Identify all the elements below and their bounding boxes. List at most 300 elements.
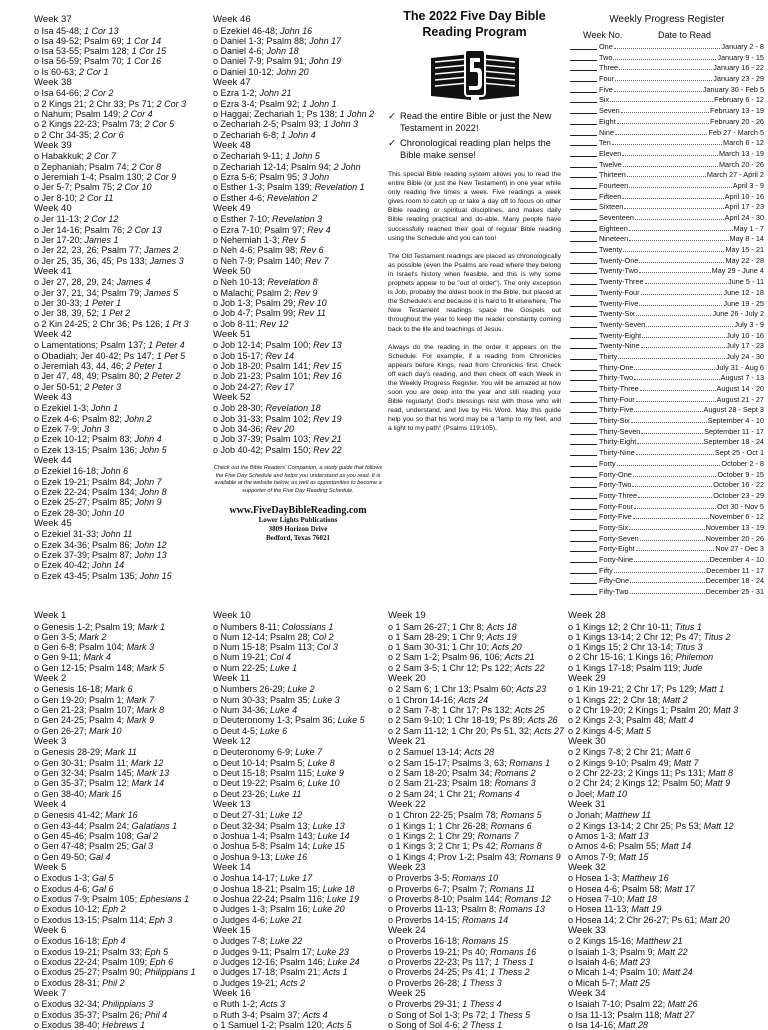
reading-checkbox-item[interactable]: o Numbers 26-29; Luke 2 <box>213 684 383 694</box>
reading-checkbox-item[interactable]: o Gen 32-34; Psalm 145; Mark 13 <box>34 768 212 778</box>
reading-checkbox-item[interactable]: o Gen 38-40; Mark 15 <box>34 789 212 799</box>
checkoff-line[interactable] <box>570 459 597 467</box>
checkoff-line[interactable] <box>570 437 597 445</box>
reading-checkbox-item[interactable]: o Gen 35-37; Psalm 12; Mark 14 <box>34 778 212 788</box>
reading-checkbox-item[interactable]: o Exodus 10-12; Eph 2 <box>34 904 212 914</box>
reading-checkbox-item[interactable]: o Ezek 43-45; Psalm 135; John 15 <box>34 571 212 581</box>
reading-checkbox-item[interactable]: o Hosea 1-3; Matthew 16 <box>568 873 764 883</box>
reading-checkbox-item[interactable]: o Proverbs 8-10; Psalm 144; Romans 12 <box>388 894 563 904</box>
checkoff-line[interactable] <box>570 85 597 93</box>
nt-reading: Mark 14 <box>131 778 165 789</box>
checkoff-line[interactable] <box>570 256 597 264</box>
reading-checkbox-item[interactable]: o Jer 14-16; Psalm 76; 2 Cor 13 <box>34 225 212 235</box>
reading-checkbox-item[interactable]: o Esther 1-3; Psalm 139; Revelation 1 <box>213 182 385 192</box>
nt-reading: 2 John <box>333 161 361 172</box>
reading-checkbox-item[interactable]: o Isaiah 4-6; Matt 23 <box>568 957 764 967</box>
reading-checkbox-item[interactable]: o 1 Samuel 1-2; Psalm 120; Acts 5 <box>213 1020 383 1030</box>
reading-checkbox-item[interactable]: o Gen 9-11; Mark 4 <box>34 652 212 662</box>
reading-checkbox-item[interactable]: o Ezekiel 46-48; John 16 <box>213 26 385 36</box>
reading-checkbox-item[interactable]: o Jer 8-10; 2 Cor 11 <box>34 193 212 203</box>
checkoff-line[interactable] <box>570 352 597 360</box>
reading-checkbox-item[interactable]: o 1 Kings 13-14; 2 Chr 12; Ps 47; Titus 2 <box>568 632 764 642</box>
reading-checkbox-item[interactable]: o Job 28-30; Revelation 18 <box>213 403 385 413</box>
nt-reading: 2 Peter 2 <box>144 371 181 382</box>
checkoff-line[interactable] <box>570 416 597 424</box>
checkoff-line[interactable] <box>570 149 597 157</box>
reading-checkbox-item[interactable]: o Jer 17-20; James 1 <box>34 235 212 245</box>
reading-checkbox-item[interactable]: o Judges 1-3; Psalm 16; Luke 20 <box>213 904 383 914</box>
reading-checkbox-item[interactable]: o Is 60-63; 2 Cor 1 <box>34 67 212 77</box>
reading-checkbox-item[interactable]: o 2 Kin 24-25; 2 Chr 36; Ps 126; 1 Pt 3 <box>34 319 212 329</box>
reading-checkbox-item[interactable]: o 2 Sam 21-23; Psalm 18; Romans 3 <box>388 778 563 788</box>
reading-checkbox-item[interactable]: o Esther 4-6; Revelation 2 <box>213 193 385 203</box>
reading-checkbox-item[interactable]: o Daniel 7-9; Psalm 91; John 19 <box>213 56 385 66</box>
reading-checkbox-item[interactable]: o Judges 12-16; Psalm 146; Luke 24 <box>213 957 383 967</box>
reading-checkbox-item[interactable]: o Gen 24-25; Psalm 4; Mark 9 <box>34 715 212 725</box>
reading-checkbox-item[interactable]: o Habakkuk; 2 Cor 7 <box>34 151 212 161</box>
reading-checkbox-item[interactable]: o Ezek 28-30; John 10 <box>34 508 212 518</box>
reading-checkbox-item[interactable]: o Num 15-18; Psalm 113; Col 3 <box>213 642 383 652</box>
reading-checkbox-item[interactable]: o Deut 23-26; Luke 11 <box>213 789 383 799</box>
reading-checkbox-item[interactable]: o Exodus 38-40; Hebrews 1 <box>34 1020 212 1030</box>
reading-checkbox-item[interactable]: o Num 30-33; Psalm 35; Luke 3 <box>213 695 383 705</box>
reading-checkbox-item[interactable]: o Ezek 25-27; Psalm 85; John 9 <box>34 497 212 507</box>
nt-reading: Acts 23 <box>516 684 547 695</box>
reading-checkbox-item[interactable]: o Job 34-36; Rev 20 <box>213 424 385 434</box>
reading-checkbox-item[interactable]: o Joshua 5-8; Psalm 14; Luke 15 <box>213 841 383 851</box>
register-row <box>570 576 764 587</box>
reading-checkbox-item[interactable]: o Ezekiel 16-18; John 6 <box>34 466 212 476</box>
checkoff-line[interactable] <box>570 427 597 435</box>
checkoff-line[interactable] <box>570 181 597 189</box>
reading-checkbox-item[interactable]: o Gen 19-20; Psalm 1; Mark 7 <box>34 695 212 705</box>
reading-checkbox-item[interactable]: o 2 Chr 22-23; 2 Kings 11; Ps 131; Matt 8 <box>568 768 764 778</box>
reading-checkbox-item[interactable]: o Micah 5-7; Matt 25 <box>568 978 764 988</box>
reading-checkbox-item[interactable]: o Deut 15-18; Psalm 115; Luke 9 <box>213 768 383 778</box>
reading-checkbox-item[interactable]: o Isaiah 7-10; Psalm 22; Matt 26 <box>568 999 764 1009</box>
nt-reading: 1 Thess 3 <box>462 977 502 988</box>
reading-checkbox-item[interactable]: o 2 Kings 21; 2 Chr 33; Ps 71; 2 Cor 3 <box>34 99 212 109</box>
nt-reading: 1 Thess 5 <box>490 1009 531 1020</box>
reading-checkbox-item[interactable]: o Job 40-42; Psalm 150; Rev 22 <box>213 445 385 455</box>
reading-checkbox-item[interactable]: o Job 24-27; Rev 17 <box>213 382 385 392</box>
reading-checkbox-item[interactable]: o Joshua 22-24; Psalm 116; Luke 19 <box>213 894 383 904</box>
reading-checkbox-item[interactable]: o Job 31-33; Psalm 102; Rev 19 <box>213 414 385 424</box>
reading-checkbox-item[interactable]: o Hosea 4-6; Psalm 58; Matt 17 <box>568 884 764 894</box>
checkoff-line[interactable] <box>570 373 597 381</box>
nt-reading: Romans 1 <box>509 757 551 768</box>
reading-checkbox-item[interactable]: o Micah 1-4; Psalm 10; Matt 24 <box>568 967 764 977</box>
reading-checkbox-item[interactable]: o 2 Sam 1-2; Psalm 96, 106; Acts 21 <box>388 652 563 662</box>
reading-checkbox-item[interactable]: o Joshua 9-13; Luke 16 <box>213 852 383 862</box>
reading-checkbox-item[interactable]: o 1 Kings 1; 1 Chr 26-28; Romans 6 <box>388 821 563 831</box>
reading-checkbox-item[interactable]: o Proverbs 14-15; Romans 14 <box>388 915 563 925</box>
reading-checkbox-item[interactable]: o Joshua 14-17; Luke 17 <box>213 873 383 883</box>
checkoff-line[interactable] <box>570 128 597 136</box>
reading-checkbox-item[interactable]: o Numbers 8-11; Colossians 1 <box>213 622 383 632</box>
reading-checkbox-item[interactable]: o Job 1-3; Psalm 29; Rev 10 <box>213 298 385 308</box>
reading-checkbox-item[interactable]: o Zechariah 2-5; Psalm 93; 1 John 3 <box>213 119 385 129</box>
checkoff-line[interactable] <box>570 192 597 200</box>
reading-checkbox-item[interactable]: o Genesis 28-29; Mark 11 <box>34 747 212 757</box>
reading-checkbox-item[interactable]: o Nahum; Psalm 149; 2 Cor 4 <box>34 109 212 119</box>
checkoff-line[interactable] <box>570 448 597 456</box>
reading-checkbox-item[interactable]: o 2 Chr 19-20; 2 Kings 1; Psalm 20; Matt 3 <box>568 705 764 715</box>
reading-checkbox-item[interactable]: o Ezek 10-12; Psalm 83; John 4 <box>34 434 212 444</box>
week-date: April 24 - 30 <box>724 213 764 222</box>
reading-checkbox-item[interactable]: o Gen 6-8; Psalm 104; Mark 3 <box>34 642 212 652</box>
reading-checkbox-item[interactable]: o Neh 7-9; Psalm 140; Rev 7 <box>213 256 385 266</box>
checkoff-line[interactable] <box>570 544 597 552</box>
reading-checkbox-item[interactable]: o Jer 50-51; 2 Peter 3 <box>34 382 212 392</box>
nt-reading: Mark 12 <box>130 757 164 768</box>
reading-checkbox-item[interactable]: o Judges 9-11; Psalm 17; Luke 23 <box>213 947 383 957</box>
checkoff-line[interactable] <box>570 138 597 146</box>
reading-checkbox-item[interactable]: o Num 34-36; Luke 4 <box>213 705 383 715</box>
week-date: July 3 - 9 <box>734 319 764 329</box>
reading-checkbox-item[interactable]: o Proverbs 16-18; Romans 15 <box>388 936 563 946</box>
checkoff-line[interactable] <box>570 117 597 125</box>
nt-reading: James 5 <box>144 287 179 298</box>
reading-checkbox-item[interactable]: o Job 21-23; Psalm 101; Rev 16 <box>213 371 385 381</box>
reading-checkbox-item[interactable]: o 2 Kings 15-16; Matthew 21 <box>568 936 764 946</box>
reading-checkbox-item[interactable]: o Isaiah 1-3; Psalm 9; Matt 22 <box>568 947 764 957</box>
reading-checkbox-item[interactable]: o Isa 53-55; Psalm 128; 1 Cor 15 <box>34 46 212 56</box>
reading-checkbox-item[interactable]: o Daniel 1-3; Psalm 88; John 17 <box>213 36 385 46</box>
reading-checkbox-item[interactable]: o Exodus 16-18; Eph 4 <box>34 936 212 946</box>
reading-checkbox-item[interactable]: o Exodus 13-15; Psalm 114; Eph 3 <box>34 915 212 925</box>
reading-checkbox-item[interactable]: o Daniel 10-12; John 20 <box>213 67 385 77</box>
reading-checkbox-item[interactable]: o Gen 45-46; Psalm 108; Gal 2 <box>34 831 212 841</box>
reading-checkbox-item[interactable]: o Exodus 28-31; Phil 2 <box>34 978 212 988</box>
nt-reading: Matt 7 <box>673 757 699 768</box>
reading-checkbox-item[interactable]: o 2 Sam 18-20; Psalm 34; Romans 2 <box>388 768 563 778</box>
reading-checkbox-item[interactable]: o Gen 47-48; Psalm 25; Gal 3 <box>34 841 212 851</box>
reading-checkbox-item[interactable]: o Obadiah; Jer 40-42; Ps 147; 1 Pet 5 <box>34 351 212 361</box>
reading-checkbox-item[interactable]: o Hosea 14; 2 Chr 26-27; Ps 61; Matt 20 <box>568 915 764 925</box>
reading-checkbox-item[interactable]: o Ezekiel 1-3; John 1 <box>34 403 212 413</box>
reading-checkbox-item[interactable]: o Ezek 13-15; Psalm 136; John 5 <box>34 445 212 455</box>
reading-checkbox-item[interactable]: o 2 Kings 9-10; Psalm 49; Matt 7 <box>568 758 764 768</box>
reading-checkbox-item[interactable]: o Deuteronomy 6-9; Luke 7 <box>213 747 383 757</box>
checkoff-line[interactable] <box>570 395 597 403</box>
reading-checkbox-item[interactable]: o Ezek 19-21; Psalm 84; John 7 <box>34 477 212 487</box>
reading-checkbox-item[interactable]: o 2 Sam 24; 1 Chr 21; Romans 4 <box>388 789 563 799</box>
reading-checkbox-item[interactable]: o Exodus 19-21; Psalm 33; Eph 5 <box>34 947 212 957</box>
reading-checkbox-item[interactable]: o Jer 11-13; 2 Cor 12 <box>34 214 212 224</box>
reading-checkbox-item[interactable]: o Gen 12-15; Psalm 148; Mark 5 <box>34 663 212 673</box>
reading-checkbox-item[interactable]: o 1 Kings 4; Prov 1-2; Psalm 43; Romans 9 <box>388 852 563 862</box>
reading-checkbox-item[interactable]: o Exodus 32-34; Philippians 3 <box>34 999 212 1009</box>
reading-checkbox-item[interactable]: o Job 37-39; Psalm 103; Rev 21 <box>213 434 385 444</box>
checkoff-line[interactable] <box>570 106 597 114</box>
reading-checkbox-item[interactable]: o Genesis 1-2; Psalm 19; Mark 1 <box>34 622 212 632</box>
week-name: One <box>599 42 613 51</box>
reading-checkbox-item[interactable]: o Proverbs 22-23; Ps 117; 1 Thess 1 <box>388 957 563 967</box>
reading-checkbox-item[interactable]: o Job 18-20; Psalm 141; Rev 15 <box>213 361 385 371</box>
checkoff-line[interactable] <box>570 555 597 563</box>
reading-checkbox-item[interactable]: o Isa 11-13; Psalm 118; Matt 27 <box>568 1010 764 1020</box>
reading-checkbox-item[interactable]: o Amos 1-3; Matt 13 <box>568 831 764 841</box>
reading-checkbox-item[interactable]: o 2 Kings 4-5; Matt 5 <box>568 726 764 736</box>
reading-checkbox-item[interactable]: o Nehemiah 1-3; Rev 5 <box>213 235 385 245</box>
reading-checkbox-item[interactable]: o Jer 5-7; Psalm 75; 2 Cor 10 <box>34 182 212 192</box>
register-row <box>570 363 764 374</box>
reading-checkbox-item[interactable]: o Zechariah 12-14; Psalm 94; 2 John <box>213 162 385 172</box>
checkoff-line[interactable] <box>570 320 597 328</box>
reading-checkbox-item[interactable]: o Proverbs 29-31; 1 Thess 4 <box>388 999 563 1009</box>
reading-checkbox-item[interactable]: o 2 Sam 3-5; 1 Chr 12; Ps 122; Acts 22 <box>388 663 563 673</box>
nt-reading: Romans 14 <box>462 914 509 925</box>
reading-checkbox-item[interactable]: o Exodus 1-3; Gal 5 <box>34 873 212 883</box>
reading-checkbox-item[interactable]: o Gen 30-31; Psalm 11; Mark 12 <box>34 758 212 768</box>
reading-checkbox-item[interactable]: o Deut 19-22; Psalm 6; Luke 10 <box>213 778 383 788</box>
reading-checkbox-item[interactable]: o Ruth 3-4; Psalm 37; Acts 4 <box>213 1010 383 1020</box>
reading-checkbox-item[interactable]: o Isa 64-66; 2 Cor 2 <box>34 88 212 98</box>
reading-checkbox-item[interactable]: o Amos 7-9; Matt 15 <box>568 852 764 862</box>
checkoff-line[interactable] <box>570 405 597 413</box>
week-date: April 3 - 9 <box>732 180 764 190</box>
reading-checkbox-item[interactable]: o Deut 27-31; Luke 12 <box>213 810 383 820</box>
reading-checkbox-item[interactable]: o Joel; Matt 10 <box>568 789 764 799</box>
reading-checkbox-item[interactable]: o 2 Chr 34-35; 2 Cor 6 <box>34 130 212 140</box>
reading-checkbox-item[interactable]: o Exodus 35-37; Psalm 26; Phil 4 <box>34 1010 212 1020</box>
reading-checkbox-item[interactable]: o Jer 30-33; 1 Peter 1 <box>34 298 212 308</box>
reading-checkbox-item[interactable]: o Deut 4-5; Luke 6 <box>213 726 383 736</box>
reading-checkbox-item[interactable]: o Gen 49-50; Gal 4 <box>34 852 212 862</box>
reading-checkbox-item[interactable]: o Ezek 7-9; John 3 <box>34 424 212 434</box>
reading-checkbox-item[interactable]: o Song of Sol 1-3; Ps 72; 1 Thess 5 <box>388 1010 563 1020</box>
reading-checkbox-item[interactable]: o Jeremiah 1-4; Psalm 130; 2 Cor 9 <box>34 172 212 182</box>
reading-checkbox-item[interactable]: o 2 Chr 15-16; 1 Kings 16; Philemon <box>568 652 764 662</box>
reading-checkbox-item[interactable]: o 1 Kings 12; 2 Chr 10-11; Titus 1 <box>568 622 764 632</box>
reading-checkbox-item[interactable]: o Zechariah 9-11; 1 John 5 <box>213 151 385 161</box>
checkoff-line[interactable] <box>570 245 597 253</box>
checkoff-line[interactable] <box>570 95 597 103</box>
reading-checkbox-item[interactable]: o Proverbs 19-21; Ps 40; Romans 16 <box>388 947 563 957</box>
reading-checkbox-item[interactable]: o 2 Samuel 13-14; Acts 28 <box>388 747 563 757</box>
reading-checkbox-item[interactable]: o Jer 25, 35, 36, 45; Ps 133; James 3 <box>34 256 212 266</box>
reading-checkbox-item[interactable]: o Proverbs 26-28; 1 Thess 3 <box>388 978 563 988</box>
reading-checkbox-item[interactable]: o Judges 7-8; Luke 22 <box>213 936 383 946</box>
reading-checkbox-item[interactable]: o Deuteronomy 1-3; Psalm 36; Luke 5 <box>213 715 383 725</box>
reading-checkbox-item[interactable]: o Jer 22, 23, 26; Psalm 77; James 2 <box>34 245 212 255</box>
checkoff-line[interactable] <box>570 277 597 285</box>
nt-reading: Luke 14 <box>317 831 350 842</box>
checkoff-line[interactable] <box>570 534 597 542</box>
reading-checkbox-item[interactable]: o 2 Kings 2-3; Psalm 48; Matt 4 <box>568 715 764 725</box>
reading-checkbox-item[interactable]: o Jonah; Matthew 11 <box>568 810 764 820</box>
reading-checkbox-item[interactable]: o Gen 43-44; Psalm 24; Galatians 1 <box>34 821 212 831</box>
checkoff-line[interactable] <box>570 470 597 478</box>
reading-checkbox-item[interactable]: o Exodus 4-6; Gal 6 <box>34 884 212 894</box>
reading-checkbox-item[interactable]: o Isa 45-48; 1 Cor 13 <box>34 26 212 36</box>
reading-checkbox-item[interactable]: o Num 22-25; Luke 1 <box>213 663 383 673</box>
reading-checkbox-item[interactable]: o Ezek 34-36; Psalm 86; John 12 <box>34 540 212 550</box>
reading-checkbox-item[interactable]: o Deut 32-34; Psalm 13; Luke 13 <box>213 821 383 831</box>
checkoff-line[interactable] <box>570 331 597 339</box>
reading-checkbox-item[interactable]: o 2 Sam 15-17; Psalms 3, 63; Romans 1 <box>388 758 563 768</box>
checkoff-line[interactable] <box>570 309 597 317</box>
checkoff-line[interactable] <box>570 491 597 499</box>
nt-reading: John 20 <box>276 66 309 77</box>
checkoff-line[interactable] <box>570 160 597 168</box>
checkoff-line[interactable] <box>570 502 597 510</box>
reading-checkbox-item[interactable]: o Gen 21-23; Psalm 107; Mark 8 <box>34 705 212 715</box>
reading-checkbox-item[interactable]: o Ezra 3-4; Psalm 92; 1 John 1 <box>213 99 385 109</box>
reading-checkbox-item[interactable]: o Jer 37, 21, 34; Psalm 79; James 5 <box>34 288 212 298</box>
week-name: Thirty-Six <box>599 416 630 426</box>
reading-checkbox-item[interactable]: o Judges 19-21; Acts 2 <box>213 978 383 988</box>
reading-checkbox-item[interactable]: o Jer 27, 28, 29, 24; James 4 <box>34 277 212 287</box>
checkoff-line[interactable] <box>570 384 597 392</box>
reading-checkbox-item[interactable]: o Isa 14-16; Matt 28 <box>568 1020 764 1030</box>
reading-checkbox-item[interactable]: o Num 19-21; Col 4 <box>213 652 383 662</box>
reading-checkbox-item[interactable]: o Esther 7-10; Revelation 3 <box>213 214 385 224</box>
reading-checkbox-item[interactable]: o Exodus 7-9; Psalm 105; Ephesians 1 <box>34 894 212 904</box>
reading-checkbox-item[interactable]: o Joshua 1-4; Psalm 143; Luke 14 <box>213 831 383 841</box>
reading-checkbox-item[interactable]: o 1 Sam 30-31; 1 Chr 10; Acts 20 <box>388 642 563 652</box>
reading-checkbox-item[interactable]: o 1 Kings 3; 2 Chr 1; Ps 42; Romans 8 <box>388 841 563 851</box>
reading-checkbox-item[interactable]: o Ruth 1-2; Acts 3 <box>213 999 383 1009</box>
reading-checkbox-item[interactable]: o Gen 3-5; Mark 2 <box>34 632 212 642</box>
reading-checkbox-item[interactable]: o Ezra 5-6; Psalm 95; 3 John <box>213 172 385 182</box>
checkoff-line[interactable] <box>570 363 597 371</box>
reading-checkbox-item[interactable]: o 1 Sam 28-29; 1 Chr 9; Acts 19 <box>388 632 563 642</box>
reading-checkbox-item[interactable]: o Hosea 11-13; Matt 19 <box>568 904 764 914</box>
week-name: Fifty <box>599 565 613 575</box>
checkoff-line[interactable] <box>570 74 597 82</box>
checkoff-line[interactable] <box>570 341 597 349</box>
reading-checkbox-item[interactable]: o 1 Chron 22-25; Psalm 78; Romans 5 <box>388 810 563 820</box>
checkoff-line[interactable] <box>570 224 597 232</box>
reading-checkbox-item[interactable]: o Exodus 22-24; Psalm 109; Eph 6 <box>34 957 212 967</box>
reading-checkbox-item[interactable]: o 1 Kings 15; 2 Chr 13-14; Titus 3 <box>568 642 764 652</box>
reading-checkbox-item[interactable]: o Ezek 40-42; John 14 <box>34 560 212 570</box>
reading-checkbox-item[interactable]: o Neh 4-6; Psalm 98; Rev 6 <box>213 245 385 255</box>
week-name: Forty <box>599 458 616 468</box>
checkoff-line[interactable] <box>570 566 597 574</box>
reading-checkbox-item[interactable]: o Ezek 22-24; Psalm 134; John 8 <box>34 487 212 497</box>
website-link[interactable]: www.FiveDayBibleReading.com <box>229 505 367 517</box>
reading-checkbox-item[interactable]: o Lamentations; Psalm 137; 1 Peter 4 <box>34 340 212 350</box>
checkoff-line[interactable] <box>570 288 597 296</box>
checkoff-line[interactable] <box>570 42 597 50</box>
reading-checkbox-item[interactable]: o Proverbs 3-5; Romans 10 <box>388 873 563 883</box>
reading-checkbox-item[interactable]: o Proverbs 6-7; Psalm 7; Romans 11 <box>388 884 563 894</box>
reading-checkbox-item[interactable]: o Malachi; Psalm 2; Rev 9 <box>213 288 385 298</box>
reading-checkbox-item[interactable]: o Job 12-14; Psalm 100; Rev 13 <box>213 340 385 350</box>
reading-checkbox-item[interactable]: o Genesis 41-42; Mark 16 <box>34 810 212 820</box>
reading-checkbox-item[interactable]: o Haggai; Zechariah 1; Ps 138; 1 John 2 <box>213 109 385 119</box>
reading-checkbox-item[interactable]: o Ezek 4-6; Psalm 82; John 2 <box>34 414 212 424</box>
reading-checkbox-item[interactable]: o Genesis 16-18; Mark 6 <box>34 684 212 694</box>
nt-reading: John 13 <box>134 549 167 560</box>
reading-checkbox-item[interactable]: o Job 4-7; Psalm 99; Rev 11 <box>213 308 385 318</box>
reading-checkbox-item[interactable]: o Judges 4-6; Luke 21 <box>213 915 383 925</box>
reading-checkbox-item[interactable]: o 2 Sam 6; 1 Chr 13; Psalm 60; Acts 23 <box>388 684 563 694</box>
reading-checkbox-item[interactable]: o 1 Sam 26-27; 1 Chr 8; Acts 18 <box>388 622 563 632</box>
dot-leader <box>639 299 722 306</box>
reading-checkbox-item[interactable]: o Neh 10-13; Revelation 8 <box>213 277 385 287</box>
reading-checkbox-item[interactable]: o Num 12-14; Psalm 28; Col 2 <box>213 632 383 642</box>
reading-checkbox-item[interactable]: o Isa 56-59; Psalm 70; 1 Cor 16 <box>34 56 212 66</box>
reading-checkbox-item[interactable]: o Jeremiah 43, 44, 46; 2 Peter 1 <box>34 361 212 371</box>
checkoff-line[interactable] <box>570 202 597 210</box>
dot-leader <box>646 320 733 327</box>
reading-checkbox-item[interactable]: o 2 Sam 9-10; 1 Chr 18-19; Ps 89; Acts 26 <box>388 715 563 725</box>
reading-checkbox-item[interactable]: o Joshua 18-21; Psalm 15; Luke 18 <box>213 884 383 894</box>
nt-reading: 2 Peter 1 <box>126 361 163 372</box>
reading-checkbox-item[interactable]: o Job 8-11; Rev 12 <box>213 319 385 329</box>
reading-checkbox-item[interactable]: o Judges 17-18; Psalm 21; Acts 1 <box>213 967 383 977</box>
reading-checkbox-item[interactable]: o 2 Kings 13-14; 2 Chr 25; Ps 53; Matt 12 <box>568 821 764 831</box>
reading-checkbox-item[interactable]: o Daniel 4-6; John 18 <box>213 46 385 56</box>
reading-checkbox-item[interactable]: o Ezekiel 31-33; John 11 <box>34 529 212 539</box>
reading-checkbox-item[interactable]: o Deut 10-14; Psalm 5; Luke 8 <box>213 758 383 768</box>
checkoff-line[interactable] <box>570 480 597 488</box>
reading-checkbox-item[interactable]: o Job 15-17; Rev 14 <box>213 351 385 361</box>
reading-checkbox-item[interactable]: o Song of Sol 4-6; 2 Thess 1 <box>388 1020 563 1030</box>
reading-checkbox-item[interactable]: o 1 Kings 2; 1 Chr 29; Romans 7 <box>388 831 563 841</box>
checkoff-line[interactable] <box>570 512 597 520</box>
reading-checkbox-item[interactable]: o Zephaniah; Psalm 74; 2 Cor 8 <box>34 162 212 172</box>
week-name: Thirty-Two <box>599 373 634 383</box>
checkoff-line[interactable] <box>570 266 597 274</box>
reading-checkbox-item[interactable]: o 2 Sam 11-12; 1 Chr 20; Ps 51, 32; Acts 27 <box>388 726 563 736</box>
reading-checkbox-item[interactable]: o Gen 26-27; Mark 10 <box>34 726 212 736</box>
reading-checkbox-item[interactable]: o Proverbs 24-25; Ps 41; 1 Thess 2 <box>388 967 563 977</box>
reading-checkbox-item[interactable]: o 1 Kings 22; 2 Chr 18; Matt 2 <box>568 695 764 705</box>
reading-checkbox-item[interactable]: o 1 Kin 19-21; 2 Chr 17; Ps 129; Matt 1 <box>568 684 764 694</box>
reading-checkbox-item[interactable]: o 2 Kings 7-8; 2 Chr 21; Matt 6 <box>568 747 764 757</box>
reading-checkbox-item[interactable]: o Jer 47, 48, 49; Psalm 80; 2 Peter 2 <box>34 371 212 381</box>
checkoff-line[interactable] <box>570 587 597 595</box>
reading-checkbox-item[interactable]: o Jer 38, 39, 52; 1 Pet 2 <box>34 308 212 318</box>
checkoff-line[interactable] <box>570 53 597 61</box>
dot-leader <box>637 437 702 444</box>
week-date: October 23 - 29 <box>713 490 764 500</box>
reading-checkbox-item[interactable]: o Zechariah 6-8; 1 John 4 <box>213 130 385 140</box>
nt-reading: Mark 11 <box>105 747 137 758</box>
checkoff-line[interactable] <box>570 63 597 71</box>
reading-checkbox-item[interactable]: o 2 Sam 7-8; 1 Chr 17; Ps 132; Acts 25 <box>388 705 563 715</box>
checkoff-line[interactable] <box>570 576 597 584</box>
reading-checkbox-item[interactable]: o Ezra 1-2; John 21 <box>213 88 385 98</box>
reading-checkbox-item[interactable]: o 1 Chron 14-16; Acts 24 <box>388 695 563 705</box>
reading-checkbox-item[interactable]: o Ezra 7-10; Psalm 97; Rev 4 <box>213 225 385 235</box>
reading-checkbox-item[interactable]: o Amos 4-6; Psalm 55; Matt 14 <box>568 841 764 851</box>
reading-checkbox-item[interactable]: o Hosea 7-10; Matt 18 <box>568 894 764 904</box>
reading-checkbox-item[interactable]: o 2 Chr 24; 2 Kings 12; Psalm 50; Matt 9 <box>568 778 764 788</box>
nt-reading: Col 4 <box>270 652 292 663</box>
checkoff-line[interactable] <box>570 299 597 307</box>
reading-checkbox-item[interactable]: o Isa 49-52; Psalm 69; 1 Cor 14 <box>34 36 212 46</box>
reading-checkbox-item[interactable]: o Exodus 25-27; Psalm 90; Philippians 1 <box>34 967 212 977</box>
checkoff-line[interactable] <box>570 170 597 178</box>
nt-reading: John 9 <box>134 497 162 508</box>
reading-checkbox-item[interactable]: o Proverbs 11-13; Psalm 8; Romans 13 <box>388 904 563 914</box>
reading-checkbox-item[interactable]: o 2 Kings 22-23; Psalm 73; 2 Cor 5 <box>34 119 212 129</box>
reading-checkbox-item[interactable]: o Ezek 37-39; Psalm 87; John 13 <box>34 550 212 560</box>
checkoff-line[interactable] <box>570 213 597 221</box>
register-row <box>570 117 764 128</box>
reading-checkbox-item[interactable]: o 1 Kings 17-18; Psalm 119; Jude <box>568 663 764 673</box>
checkoff-line[interactable] <box>570 523 597 531</box>
week-heading: Week 22 <box>388 798 426 810</box>
checkoff-line[interactable] <box>570 234 597 242</box>
nt-reading: John 2 <box>124 413 152 424</box>
